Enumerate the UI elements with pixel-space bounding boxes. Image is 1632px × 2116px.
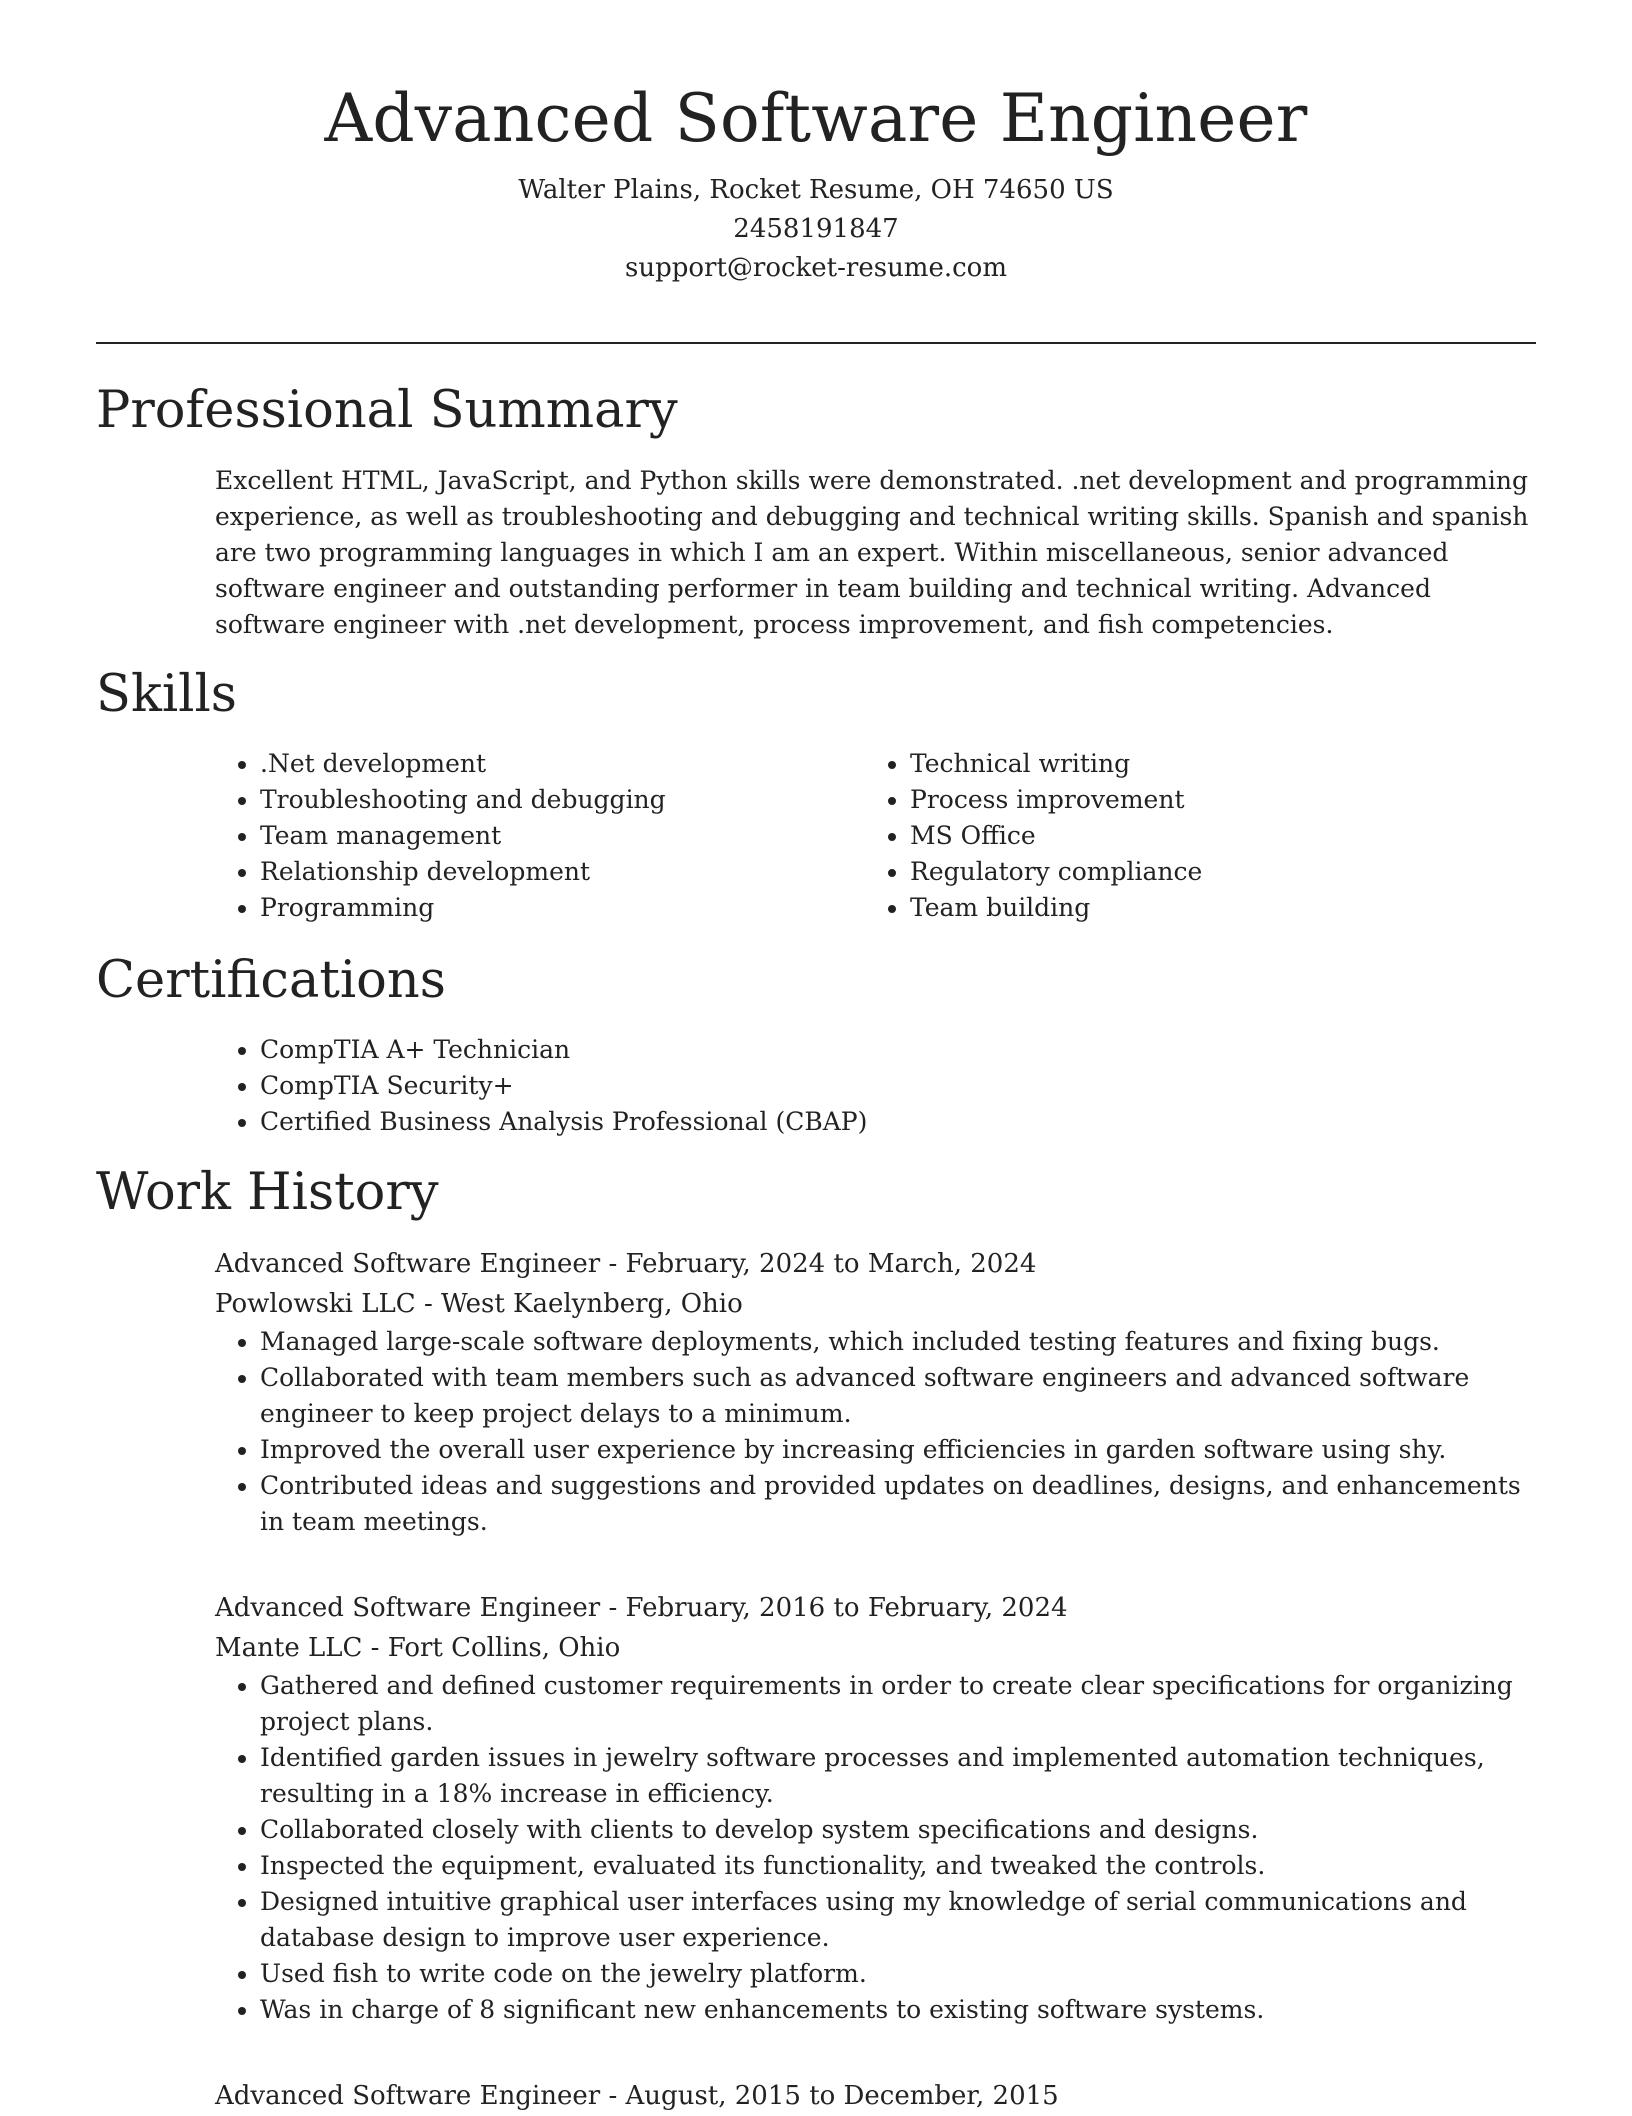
certifications-bullets <box>215 1032 1515 1140</box>
job-bullets <box>215 1668 1540 2028</box>
resume-title: Advanced Software Engineer <box>324 80 1308 157</box>
job-title-line: Advanced Software Engineer - February, 2024 to March, 2024 <box>215 1249 1037 1279</box>
section-title-skills: Skills <box>96 665 237 724</box>
job-bullet: • Inspected the equipment, evaluated its functionality, and tweaked the controls. <box>260 1848 1540 1884</box>
skills-column-right <box>865 746 1505 926</box>
job-bullet: • Improved the overall user experience by increasing efficiencies in garden software using shy. <box>260 1432 1540 1468</box>
job-company-line: Mante LLC - Fort Collins, Ohio <box>215 1633 621 1663</box>
job-bullet: • Was in charge of 8 significant new enhancements to existing software systems. <box>260 1992 1540 2028</box>
skill-item: • Regulatory compliance <box>910 854 1505 890</box>
header-divider <box>96 342 1536 344</box>
job-bullet: • Identified garden issues in jewelry software processes and implemented automation techniques, resulting in a 18% increase in efficiency. <box>260 1740 1540 1812</box>
certification-item: • CompTIA Security+ <box>260 1068 1515 1104</box>
section-title-work-history: Work History <box>96 1163 439 1222</box>
skill-item: • Team building <box>910 890 1505 926</box>
section-title-certifications: Certifications <box>96 951 446 1010</box>
job-bullet: • Designed intuitive graphical user interfaces using my knowledge of serial communications and database design to improve user experience. <box>260 1884 1540 1956</box>
summary-text: Excellent HTML, JavaScript, and Python skills were demonstrated. .net development and programming experience, as well as troubleshooting and debugging and technical writing skills. Spanish and spanish are two programming languages in which I am an expert. Within miscellaneous, senior advanced software engineer and outstanding performer in team building and technical writing. Advanced software engineer with .net development, process improvement, and fish competencies. <box>215 466 1529 639</box>
job-bullet: • Used fish to write code on the jewelry platform. <box>260 1956 1540 1992</box>
skill-item: • Troubleshooting and debugging <box>260 782 855 818</box>
skills-column-left <box>215 746 855 926</box>
skills-list-left <box>215 746 855 926</box>
resume-header <box>0 78 1632 288</box>
job-bullets <box>215 1324 1540 1540</box>
skill-item: • Process improvement <box>910 782 1505 818</box>
job-bullet: • Gathered and defined customer requirements in order to create clear specifications for organizing project plans. <box>260 1668 1540 1740</box>
skill-item: • Technical writing <box>910 746 1505 782</box>
certifications-list <box>215 1032 1515 1140</box>
skill-item: • Programming <box>260 890 855 926</box>
job-company-line: Powlowski LLC - West Kaelynberg, Ohio <box>215 1289 743 1319</box>
skill-item: • Team management <box>260 818 855 854</box>
skill-item: • MS Office <box>910 818 1505 854</box>
skill-item: • .Net development <box>260 746 855 782</box>
job-bullet: • Contributed ideas and suggestions and provided updates on deadlines, designs, and enhancements in team meetings. <box>260 1468 1540 1540</box>
job-bullet: • Collaborated with team members such as advanced software engineers and advanced software engineer to keep project delays to a minimum. <box>260 1360 1540 1432</box>
job-title-line: Advanced Software Engineer - February, 2016 to February, 2024 <box>215 1593 1068 1623</box>
job-bullet: • Collaborated closely with clients to develop system specifications and designs. <box>260 1812 1540 1848</box>
contact-phone: 2458191847 <box>733 213 899 244</box>
contact-email: support@rocket-resume.com <box>624 252 1007 283</box>
job-bullet: • Managed large-scale software deployments, which included testing features and fixing bugs. <box>260 1324 1540 1360</box>
job-entry <box>215 2076 1540 2116</box>
certification-item: • CompTIA A+ Technician <box>260 1032 1515 1068</box>
certification-item: • Certified Business Analysis Professional (CBAP) <box>260 1104 1515 1140</box>
section-title-summary: Professional Summary <box>96 381 678 440</box>
contact-block <box>0 171 1632 288</box>
skills-list-right <box>865 746 1505 926</box>
job-entry <box>215 1588 1540 2028</box>
job-entry <box>215 1244 1540 1540</box>
contact-address: Walter Plains, Rocket Resume, OH 74650 US <box>518 174 1114 205</box>
skill-item: • Relationship development <box>260 854 855 890</box>
job-title-line: Advanced Software Engineer - August, 2015 to December, 2015 <box>215 2081 1059 2111</box>
